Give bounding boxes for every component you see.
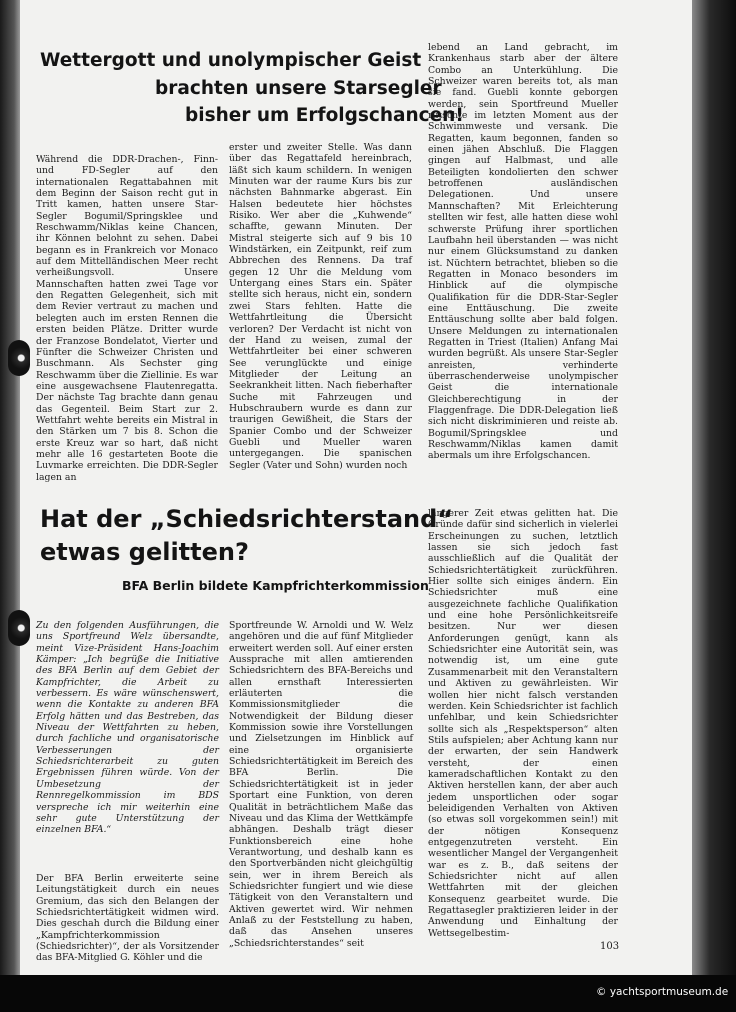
article2-subtitle: BFA Berlin bildete Kampfrichterkommission bbox=[122, 578, 429, 593]
article2-column-3: längerer Zeit etwas gelitten hat. Die Gründe dafür sind sicherlich in vielerlei Erscheinungen zu suchen, letztlich lassen sie sich jedoch fast ausschließlich auf die Qualität der Schiedsrichtertätigkeit zurückführen. Hier sollte sich einiges ändern. Ein Schiedsrichter muß eine ausgezeichnete fachliche Qualifikation und eine hohe Persönlichkeitsreife besitzen. Nur wer diesen Anforderungen genügt, kann als Schiedsrichter eine Autorität sein, was notwendig ist, um eine gute Zusammenarbeit mit den Veranstaltern und Aktiven zu gewährleisten. Wir wollen hier nicht falsch verstanden werden. Kein Schiedsrichter ist fachlich unfehlbar, und kein Schiedsrichter sollte sich als „Respektsperson“ alten Stils aufspielen; aber Achtung kann nur der erwarten, der sein Handwerk versteht, der einen kameradschaftlichen Kontakt zu den Aktiven herstellen kann, der aber auch jedem unsportlichen oder sogar beleidigenden Verhalten von Aktiven (so etwas soll vorgekommen sein!) mit der nötigen Konsequenz entgegenzutreten versteht. Ein wesentlicher Mangel der Vergangenheit war es z. B., daß seitens der Schiedsrichter nicht auf allen Wettfahrten mit der gleichen Konsequenz gearbeitet wurde. Die Regattasegler praktizieren leider in der Anwendung und Einhaltung der Wettsegelbestim- bbox=[428, 508, 618, 939]
article2-title-line1: Hat der „Schiedsrichterstand“ bbox=[40, 505, 454, 533]
article2-intro-quote bbox=[36, 620, 219, 875]
watermark: © yachtsportmuseum.de bbox=[596, 986, 729, 998]
article1-column-1: Während die DDR-Drachen-, Finn- und FD-Segler auf den internationalen Regattabahnen mit dem Beginn der Saison recht gut in Tritt kamen, hatten unsere Star-Segler Bogumil/Springsklee und Reschwamm/Niklas keine Chancen, ihr Können belohnt zu sehen. Dabei begann es in Frankreich vor Monaco auf dem Mittelländischen Meer recht verheißungsvoll. Unsere Mannschaften hatten zwei Tage vor den Regatten Gelegenheit, sich mit dem Revier vertraut zu machen und belegten auch im ersten Rennen die ersten beiden Plätze. Dritter wurde der Franzose Bondelatot, Vierter und Fünfter die Schweizer Christen und Buschmann. Als Sechster ging Reschwamm über die Ziellinie. Es war eine ausgewachsene Flautenregatta. Der nächste Tag brachte dann genau das Gegenteil. Beim Start zur 2. Wettfahrt wehte bereits ein Mistral in den Stärken um 7 bis 8. Schon die erste Kreuz war so hart, daß nicht mehr alle 16 gestarteten Boote die Luvmarke erreichten. Die DDR-Segler lagen an bbox=[36, 154, 218, 483]
article1-title-line3: bisher um Erfolgschancen! bbox=[185, 105, 464, 126]
binder-ring-icon bbox=[8, 610, 30, 646]
article1-title-line1: Wettergott und unolympischer Geist bbox=[40, 50, 422, 71]
article1-column-3: lebend an Land gebracht, im Krankenhaus starb aber der ältere Combo an Unterkühlung. Die Schweizer waren bereits tot, als man sie fand. Guebli konnte geborgen werden, sein Sportfreund Mueller rutschte im letzten Moment aus der Schwimmweste und versank. Die Regatten, kaum begonnen, fanden so einen jähen Abschluß. Die Flaggen gingen auf Halbmast, und alle Beteiligten kondolierten den schwer betroffenen ausländischen Delegationen. Und unsere Mannschaften? Mit Erleichterung stellten wir fest, alle hatten diese wohl schwerste Prüfung ihrer sportlichen Laufbahn heil überstanden — was nicht nur einem Glücksumstand zu danken ist. Nüchtern betrachtet, blieben so die Regatten in Monaco besonders im Hinblick auf die olympische Qualifikation für die DDR-Star-Segler eine Enttäuschung. Die zweite Enttäuschung sollte aber bald folgen. Unsere Meldungen zu internationalen Regatten in Triest (Italien) Anfang Mai wurden begrüßt. Als unsere Star-Segler anreisten, verhinderte überraschenderweise unolympischer Geist die internationale Gleichberechtigung in der Flaggenfrage. Die DDR-Delegation ließ sich nicht diskriminieren und reiste ab. Bogumil/Springsklee und Reschwamm/Niklas kamen damit abermals um ihre Erfolgschancen. bbox=[428, 42, 618, 462]
article2-column-2: Sportfreunde W. Arnoldi und W. Welz angehören und die auf fünf Mitglieder erweitert werden soll. Auf einer ersten Aussprache mit allen amtierenden Schiedsrichtern des BFA-Bereichs und allen ernsthaft Interessierten erläuterten die Kommissionsmitglieder die Notwendigkeit der Bildung dieser Kommission sowie ihre Vorstellungen und Zielsetzungen im Hinblick auf eine organisierte Schiedsrichtertätigkeit im Bereich des BFA Berlin. Die Schiedsrichtertätigkeit ist in jeder Sportart eine Funktion, von deren Qualität in beträchtlichem Maße das Niveau und das Klima der Wettkämpfe abhängen. Deshalb trägt dieser Funktionsbereich eine hohe Verantwortung, und deshalb kann es den Sportverbänden nicht gleichgültig sein, wer in ihrem Bereich als Schiedsrichter fungiert und wie diese Tätigkeit von den Veranstaltern und Aktiven gewertet wird. Wir nehmen Anlaß zu der Feststellung zu haben, daß das Ansehen unseres „Schiedsrichterstandes“ seit bbox=[229, 620, 413, 949]
article1-column-2: erster und zweiter Stelle. Was dann über das Regattafeld hereinbrach, läßt sich kaum schildern. In wenigen Minuten war der raume Kurs bis zur nächsten Bahnmarke abgerast. Ein Halsen bedeutete hier höchstes Risiko. Wer aber die „Kuhwende“ schaffte, gewann Minuten. Der Mistral steigerte sich auf 9 bis 10 Windstärken, ein Zeitpunkt, reif zum Abbrechen des Rennens. Da traf gegen 12 Uhr die Meldung vom Untergang eines Stars ein. Später stellte sich heraus, nicht ein, sondern zwei Stars fehlten. Hatte die Wettfahrtleitung die Übersicht verloren? Der Verdacht ist nicht von der Hand zu weisen, zumal der Wettfahrtleiter bei einer schweren See verunglückte und einige Mitglieder der Leitung an Seekrankheit litten. Nach fieberhafter Suche mit Fahrzeugen und Hubschraubern wurde es dann zur traurigen Gewißheit, die Stars der Spanier Combo und der Schweizer Guebli und Mueller waren untergegangen. Die spanischen Segler (Vater und Sohn) wurden noch bbox=[229, 142, 412, 471]
article2-title-line2: etwas gelitten? bbox=[40, 538, 249, 566]
article2-column-1-body: Der BFA Berlin erweiterte seine Leitungstätigkeit durch ein neues Gremium, das sich den Belangen der Schiedsrichtertätigkeit widmen wird. Dies geschah durch die Bildung einer „Kampfrichterkommission (Schiedsrichter)“, der als Vorsitzender das BFA-Mitglied G. Köhler und die bbox=[36, 873, 219, 964]
article2-intro-text: Zu den folgenden Ausführungen, die uns Sportfreund Welz übersandte, meint Vize-Präsident Hans-Joachim Kämper: „Ich begrüße die Initiative des BFA Berlin auf dem Gebiet der Kampfrichter, die Arbeit zu verbessern. Es wäre wünschenswert, wenn die Kontakte zu anderen BFA Erfolg hätten und das Bestreben, das Niveau der Wettfahrten zu heben, durch fachliche und organisatorische Verbesserungen der Schiedsrichterarbeit zu guten Ergebnissen führen würde. Von der Umbesetzung der Rennregelkommission im BDS verspreche ich mir weiterhin eine sehr gute Unterstützung der einzelnen BFA.“ bbox=[36, 620, 219, 836]
binder-ring-icon bbox=[8, 340, 30, 376]
page-number: 103 bbox=[600, 941, 620, 952]
book-spine bbox=[692, 0, 736, 975]
scan-left-edge bbox=[0, 0, 20, 1012]
article1-title-line2: brachten unsere Starsegler bbox=[155, 78, 442, 99]
